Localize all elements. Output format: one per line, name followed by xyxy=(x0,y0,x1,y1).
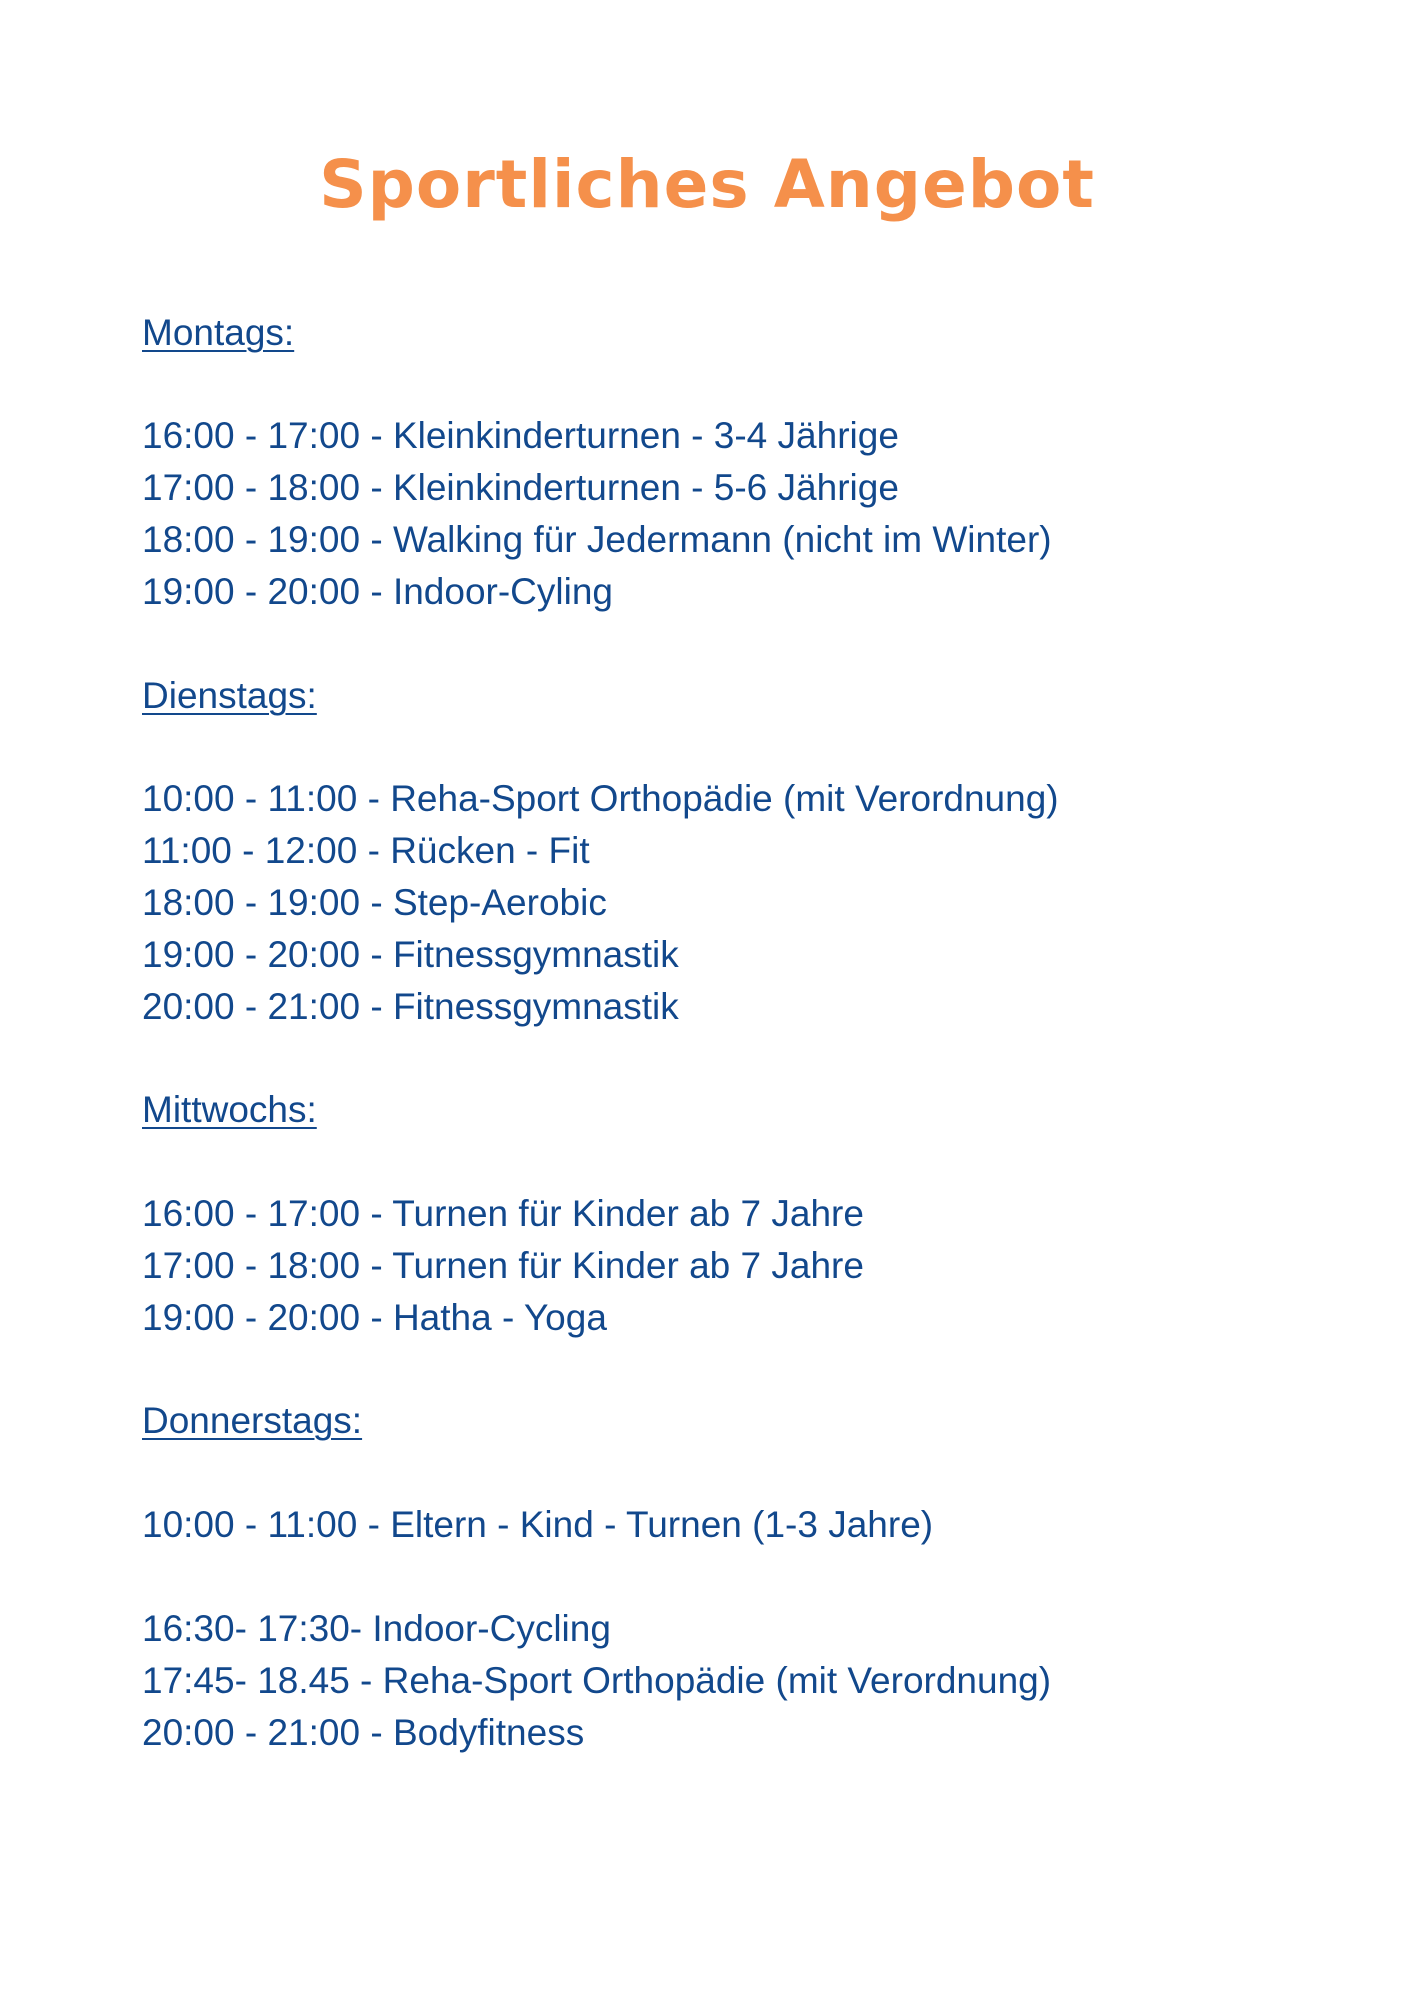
schedule-entry: 16:00 - 17:00 - Turnen für Kinder ab 7 Jahre xyxy=(142,1193,864,1234)
schedule-entry: 11:00 - 12:00 - Rücken - Fit xyxy=(142,830,590,871)
schedule-entry: 10:00 - 11:00 - Reha-Sport Orthopädie (mit Verordnung) xyxy=(142,778,1059,819)
schedule-entry: 18:00 - 19:00 - Step-Aerobic xyxy=(142,882,607,923)
schedule-entry: 16:30- 17:30- Indoor-Cycling xyxy=(142,1608,611,1649)
schedule-entry: 16:00 - 17:00 - Kleinkinderturnen - 3-4 Jährige xyxy=(142,415,899,456)
schedule-entry: 17:45- 18.45 - Reha-Sport Orthopädie (mit Verordnung) xyxy=(142,1660,1052,1701)
day-heading-montags: Montags: xyxy=(142,312,295,353)
schedule-entry: 17:00 - 18:00 - Kleinkinderturnen - 5-6 Jährige xyxy=(142,467,899,508)
schedule-entry: 19:00 - 20:00 - Fitnessgymnastik xyxy=(142,934,679,975)
schedule-entry: 18:00 - 19:00 - Walking für Jedermann (nicht im Winter) xyxy=(142,519,1052,560)
schedule-entry: 17:00 - 18:00 - Turnen für Kinder ab 7 Jahre xyxy=(142,1245,864,1286)
day-heading-dienstags: Dienstags: xyxy=(142,675,317,716)
schedule-entry: 19:00 - 20:00 - Indoor-Cyling xyxy=(142,571,613,612)
schedule-entry: 20:00 - 21:00 - Fitnessgymnastik xyxy=(142,986,679,1027)
day-heading-mittwochs: Mittwochs: xyxy=(142,1089,317,1130)
page-title: Sportliches Angebot xyxy=(319,146,1095,223)
schedule-entry: 10:00 - 11:00 - Eltern - Kind - Turnen (1-3 Jahre) xyxy=(142,1504,934,1545)
day-heading-donnerstags: Donnerstags: xyxy=(142,1400,363,1441)
schedule-entry: 19:00 - 20:00 - Hatha - Yoga xyxy=(142,1297,607,1338)
schedule-entry: 20:00 - 21:00 - Bodyfitness xyxy=(142,1712,585,1753)
